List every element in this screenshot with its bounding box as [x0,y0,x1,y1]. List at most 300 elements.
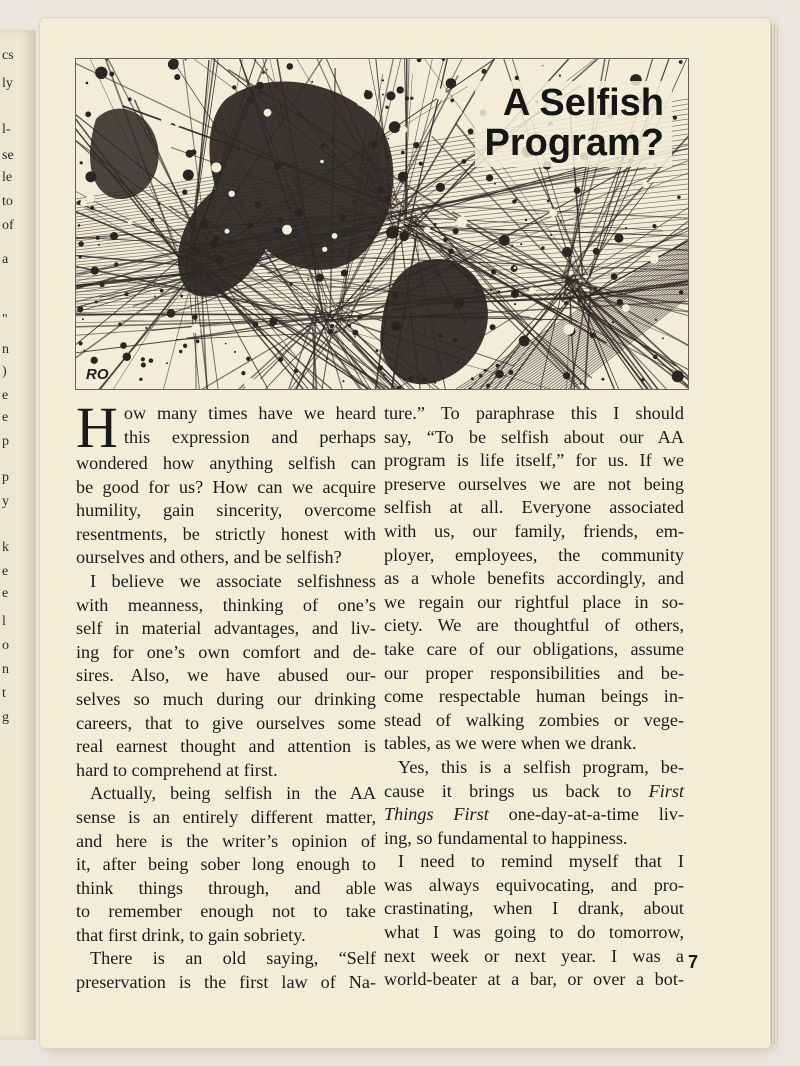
ink-splatter [291,242,293,244]
ink-splatter [160,289,164,293]
ink-splatter [380,267,382,269]
ink-splatter [321,143,325,147]
text-line: tables, as we were when we drank. [384,733,637,754]
ink-splatter [559,295,561,297]
article-illustration [75,58,689,390]
ink-splatter [294,208,303,217]
ink-splatter [225,343,227,345]
ink-splatter [223,129,226,132]
previous-page-text-fragment: p [2,434,9,449]
ink-splatter [563,372,570,379]
ink-splatter [653,355,658,360]
ink-splatter [295,183,297,185]
previous-page-text-fragment: e [2,564,9,579]
text-line: preserve ourselves we are not being [384,473,684,494]
ink-splatter [434,381,437,384]
ink-splatter [154,296,156,298]
ink-splatter [641,378,644,381]
ink-splatter [258,225,261,228]
previous-page-text-fragment: t [2,686,6,701]
ink-splatter [180,295,183,298]
italic-phrase: Things First [384,804,489,825]
ink-splatter [405,96,409,100]
ink-splatter [419,162,423,166]
ink-splatter [430,316,432,318]
light-splatter [252,80,254,82]
ink-splatter [78,224,81,227]
ink-splatter [511,290,519,298]
ink-splatter [376,186,384,194]
light-splatter [172,86,176,90]
ink-splatter [437,333,442,338]
ink-splatter [287,63,294,70]
ink-splatter [385,106,388,109]
text-line: There is an old saying, “Self [90,948,376,969]
ink-splatter [495,370,504,379]
ink-splatter [490,324,496,330]
text-line: come respectable human beings in- [384,686,684,707]
ink-splatter [594,287,597,290]
ink-splatter [378,365,383,370]
previous-page-text-fragment: n [2,342,9,357]
light-splatter [549,209,557,217]
text-line: humility, gain sincerity, overcome [76,500,376,521]
ink-splatter [550,234,552,236]
paragraph-7 [384,850,684,992]
previous-page-text-fragment: cs [2,48,14,63]
ink-splatter [96,236,100,240]
previous-page-text-fragment: e [2,388,9,403]
ink-splatter [373,215,377,219]
text-line: what I was going to do tomorrow, [384,922,684,943]
ink-splatter [352,330,358,336]
ink-splatter [370,141,378,149]
ink-splatter [547,200,550,203]
ink-splatter [519,335,530,346]
text-line: selfish at all. Everyone associated [384,497,684,518]
text-line: stead of walking zombies or vege- [384,709,684,730]
ink-splatter [137,172,139,174]
text-line: with us, our family, friends, em- [384,520,684,541]
ink-splatter [288,117,290,119]
ink-splatter [520,243,522,245]
previous-page-text-fragment: le [2,170,13,185]
ink-splatter [262,71,265,74]
ink-splatter [382,94,384,96]
text-line: real earnest thought and attention is [76,736,376,757]
ink-splatter [593,248,600,255]
ink-splatter [389,121,401,133]
ink-splatter [433,223,436,226]
text-fragment: cause it brings us back to [384,780,632,801]
previous-page-text-fragment: y [2,494,9,509]
ink-splatter [307,326,309,328]
hatch-line [512,267,688,389]
previous-page-text-fragment: to [2,194,13,209]
ink-splatter [514,303,516,305]
paragraph-6 [384,756,684,850]
ink-splatter [282,258,284,260]
ink-splatter [410,97,413,100]
ink-splatter [254,202,261,209]
ink-splatter [479,374,483,378]
ink-splatter [183,344,187,348]
ink-splatter [158,203,161,206]
ink-splatter [149,358,154,363]
ink-splatter [311,81,313,83]
ink-splatter [185,59,187,61]
ink-splatter [269,317,277,325]
text-line: I believe we associate selfishness [90,570,376,591]
text-line: with meanness, thinking of one’s [76,594,376,615]
ink-splatter [322,120,324,122]
ink-splatter [443,237,448,242]
ink-splatter [367,280,370,283]
ink-splatter [448,248,454,254]
ink-splatter [342,380,344,382]
ink-splatter [391,321,401,331]
ink-splatter [677,195,681,199]
ink-splatter [90,206,94,210]
ink-splatter [481,69,486,74]
light-splatter [357,97,367,107]
ink-splatter [77,306,83,312]
ink-splatter [398,172,408,182]
paragraph-3 [76,782,376,947]
text-line: ourselves and others, and be selfish? [76,547,342,568]
text-line: and here is the writer’s opinion of [76,830,376,851]
ink-splatter [191,149,197,155]
ink-splatter [106,59,108,61]
ink-splatter [234,351,236,353]
ink-splatter [611,273,618,280]
ink-splatter [386,155,390,159]
ink-splatter [522,294,524,296]
light-splatter [455,109,462,116]
ink-splatter [91,357,98,364]
ink-splatter [123,353,131,361]
ink-splatter [512,200,516,204]
ink-splatter [85,171,96,182]
ink-splatter [316,274,324,282]
ink-splatter [210,240,218,248]
light-splatter [157,330,161,334]
text-line: think things through, and able [76,877,376,898]
ink-splatter [511,245,513,247]
previous-page-text-fragment: l- [2,122,11,137]
text-line: crastinating, when I drank, about [384,898,684,919]
ink-splatter [340,215,346,221]
ink-splatter [494,182,496,184]
light-splatter [191,324,200,333]
page-number: 7 [688,952,699,972]
ink-splatter [655,319,657,321]
ink-splatter [128,97,132,101]
light-splatter [282,225,292,235]
ink-splatter [384,196,389,201]
ink-splatter [266,69,268,71]
ink-splatter [391,291,398,298]
ink-splatter [313,251,315,253]
ink-splatter [252,322,258,328]
ink-splatter [330,324,334,328]
ink-splatter [85,111,91,117]
ink-splatter [110,232,118,240]
ink-splatter [560,220,562,222]
previous-page-text-fragment: ) [2,364,7,379]
previous-page-edge [0,30,36,1040]
text-line: as a whole benefits accordingly, and [384,568,684,589]
light-splatter [622,304,630,312]
ink-splatter [343,233,346,236]
ink-splatter [78,241,84,247]
light-splatter [347,342,352,347]
ink-splatter [277,217,283,223]
light-splatter [244,378,255,389]
previous-page-text-fragment: k [2,540,9,555]
ink-splatter [214,254,217,257]
italic-phrase: First [648,780,685,801]
text-line: world-beater at a bar, or over a bot- [384,969,684,990]
ink-splatter [326,358,328,360]
text-line: be good for us? How can we acquire [76,476,376,497]
ink-splatter [386,226,399,239]
ink-splatter [486,383,490,387]
article-title [475,81,672,167]
previous-page-text-fragment: of [2,218,14,233]
ink-splatter [302,182,304,184]
ink-splatter [347,324,351,328]
ink-splatter [564,301,568,305]
ink-splatter [508,370,513,375]
ink-splatter [484,369,487,372]
ink-splatter [214,175,217,178]
text-line: ow many times have we heard [123,403,376,423]
ink-splatter [365,90,369,94]
light-splatter [264,109,272,117]
text-line: this expression and perhaps [123,426,376,447]
ink-splatter [80,161,83,164]
paragraph-2 [76,570,376,782]
ink-splatter [397,86,404,93]
text-line: ing, so fundamental to happiness. [384,827,628,848]
light-splatter [539,66,550,77]
previous-page-text-fragment: e [2,586,9,601]
ink-splatter [515,76,519,80]
light-splatter [424,227,431,234]
ink-splatter [559,74,561,76]
text-line: to remember enough not to take [76,901,376,922]
previous-page-text-fragment: ly [2,76,13,91]
ink-splatter [417,59,422,62]
ink-splatter [83,350,85,352]
text-line: say, “To be selfish about our AA [384,426,684,447]
ink-splatter [376,134,378,136]
text-line: take care of our obligations, assume [384,638,684,659]
previous-page-text-fragment: g [2,710,9,725]
ink-splatter [307,278,309,280]
light-splatter [320,160,324,164]
light-splatter [162,153,172,163]
ink-splatter [474,289,478,293]
ink-splatter [407,325,409,327]
ink-splatter [499,235,510,246]
ink-splatter [222,208,224,210]
text-line: I need to remind myself that I [398,851,684,872]
ink-splatter [491,269,496,274]
ink-splatter [278,357,283,362]
light-splatter [488,320,491,323]
ink-splatter [179,350,182,353]
previous-page-text-fragment: l [2,614,6,629]
light-splatter [204,80,207,83]
ink-splatter [590,332,596,338]
ink-splatter [490,289,492,291]
illustrator-signature: RO [86,366,109,383]
ink-splatter [401,151,405,155]
ink-splatter [216,256,224,264]
text-line: ture.” To paraphrase this I should [384,403,684,423]
previous-page-text-fragment: e [2,410,9,425]
ink-splatter [672,370,684,382]
ink-splatter [679,60,683,64]
text-line: ing for one’s own comfort and de- [76,641,376,662]
ink-splatter [413,142,419,148]
ink-splatter [341,249,343,251]
text-line: self in material advantages, and liv- [76,618,376,639]
light-splatter [225,229,230,234]
ink-splatter [614,234,623,243]
ink-splatter [120,342,127,349]
light-splatter [128,220,133,225]
ink-splatter [167,309,176,318]
ink-splatter [280,105,282,107]
ink-splatter [237,147,240,150]
light-splatter [175,122,180,127]
ink-splatter [525,219,528,222]
previous-page-text-fragment: p [2,470,9,485]
ink-splatter [182,189,187,194]
paragraph-5 [384,402,684,756]
text-line: that first drink, to gain sobriety. [76,924,306,945]
text-line: Yes, this is a selfish program, be- [398,756,684,777]
ink-splatter [98,244,100,246]
ink-splatter [413,260,415,262]
light-splatter [400,126,408,134]
ink-splatter [453,338,458,343]
ink-splatter [489,275,492,278]
ink-splatter [247,96,254,103]
ink-splatter [139,378,142,381]
ink-splatter [425,211,427,213]
ink-splatter [368,234,371,237]
ink-splatter [100,282,105,287]
ink-splatter [390,200,392,202]
ink-splatter [246,357,250,361]
ink-splatter [486,174,493,181]
ink-splatter [383,374,385,376]
article-title-line-2: Program? [484,122,664,164]
text-line: careers, that to give ourselves some [76,712,376,733]
ink-splatter [436,183,445,192]
ink-splatter [450,99,454,103]
light-splatter [158,355,166,363]
ink-splatter [461,159,466,164]
text-line: our proper responsibilities and be- [384,662,684,683]
light-splatter [563,324,574,335]
ink-splatter [386,91,395,100]
ink-splatter [580,383,582,385]
ink-splatter [79,341,83,345]
text-line: sense is an entirely different matter, [76,806,376,827]
light-splatter [435,88,446,99]
ink-splatter [192,314,198,320]
text-line: Actually, being selfish in the AA [90,783,376,804]
ink-splatter [275,227,281,233]
ink-splatter [321,257,323,259]
light-splatter [649,254,658,263]
ink-splatter [196,339,200,343]
ink-splatter [202,298,204,300]
ink-splatter [109,71,114,76]
ink-splatter [612,321,614,323]
light-splatter [255,378,262,385]
previous-page-text-fragment: se [2,148,14,163]
ink-splatter [442,59,445,61]
text-line: resentments, be strictly honest with [76,523,376,544]
ink-splatter [652,224,656,228]
ink-splatter [679,290,684,295]
ink-splatter [341,270,348,277]
ink-splatter [357,315,362,320]
ink-splatter [354,336,356,338]
text-line: we regain our rightful place in so- [384,591,684,612]
ink-splatter [403,379,405,381]
ink-splatter [183,169,194,180]
ink-splatter [662,337,664,339]
text-line: program is life itself,” for us. If we [384,450,684,471]
text-line: ployer, employees, the community [384,544,684,565]
ink-splatter [294,368,298,372]
ink-splatter [166,362,168,364]
ink-splatter [125,292,129,296]
light-splatter [211,162,221,172]
text-line: preservation is the first law of Na- [76,972,376,993]
ink-splatter [471,377,474,380]
ink-splatter [541,246,545,250]
light-splatter [229,191,235,197]
ink-splatter [601,378,604,381]
ink-splatter [453,298,464,309]
ink-splatter [625,227,627,229]
article-title-line-1: A Selfish [502,82,664,124]
ink-splatter [141,357,145,361]
light-splatter [105,383,107,385]
ink-splatter [191,245,197,251]
light-splatter [86,194,94,202]
ink-splatter [171,59,179,67]
ink-splatter [326,186,328,188]
left-column [76,395,376,995]
ink-splatter [274,163,281,170]
ink-splatter [232,85,236,89]
ink-splatter [91,266,99,274]
text-line: hard to comprehend at first. [76,759,278,780]
text-line [384,780,684,804]
ink-splatter [617,299,623,305]
ink-splatter [241,371,245,375]
ink-splatter [200,220,209,229]
